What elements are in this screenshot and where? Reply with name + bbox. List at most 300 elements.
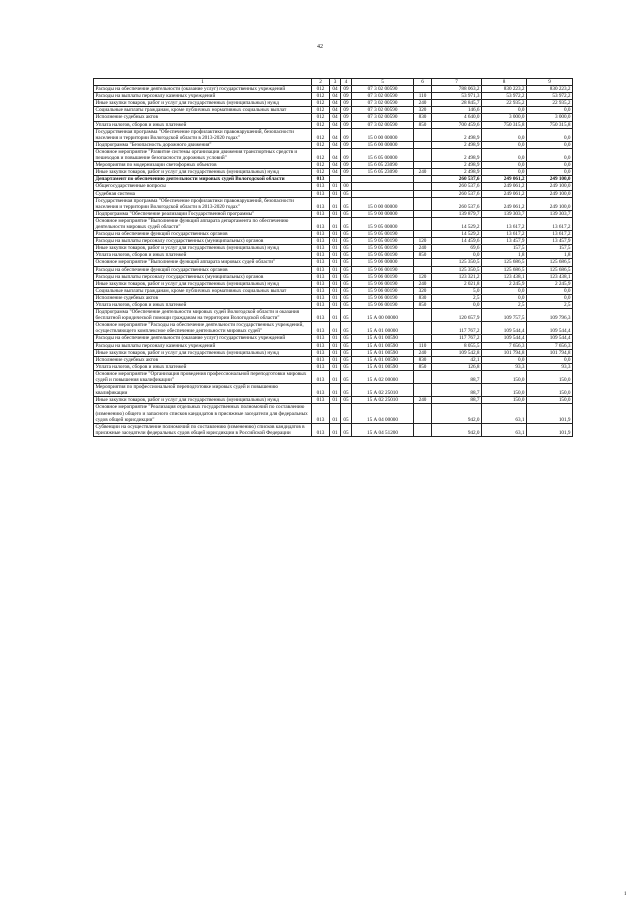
row-rz-code: 04 bbox=[330, 169, 341, 176]
row-name: Расходы на выплаты персоналу казенных учреждений bbox=[94, 93, 312, 100]
table-row bbox=[94, 294, 573, 301]
row-value-col7: 260 537,6 bbox=[432, 197, 482, 210]
row-value-col8: 1,8 bbox=[482, 252, 527, 259]
row-csr-code bbox=[352, 176, 414, 183]
table-row bbox=[94, 217, 573, 230]
row-csr-code: 15 А 02 25010 bbox=[352, 384, 414, 397]
row-value-col7: 88,7 bbox=[432, 370, 482, 383]
row-vr-code bbox=[414, 335, 432, 342]
row-csr-code: 15 6 00 00000 bbox=[352, 141, 414, 148]
row-pr-code: 05 bbox=[341, 423, 352, 436]
row-vr-code: 240 bbox=[414, 280, 432, 287]
row-value-col7: 88,7 bbox=[432, 397, 482, 404]
row-gr-code: 013 bbox=[312, 176, 330, 183]
row-name: Основное мероприятие "Расходы на обеспечение деятельности государственных учреждений, осуществляющего комплексное обеспечение деятельности мировых судей" bbox=[94, 322, 312, 335]
row-csr-code: 07 3 02 00590 bbox=[352, 107, 414, 114]
table-row bbox=[94, 302, 573, 309]
row-gr-code: 013 bbox=[312, 363, 330, 370]
row-name: Уплата налогов, сборов и иных платежей bbox=[94, 302, 312, 309]
row-pr-code: 09 bbox=[341, 128, 352, 141]
row-name: Социальные выплаты гражданам, кроме публичных нормативных социальных выплат bbox=[94, 287, 312, 294]
table-row bbox=[94, 252, 573, 259]
row-value-col9: 150,0 bbox=[527, 370, 573, 383]
row-rz-code: 04 bbox=[330, 128, 341, 141]
row-value-col7: 14 529,2 bbox=[432, 231, 482, 238]
row-rz-code: 01 bbox=[330, 266, 341, 273]
row-gr-code: 012 bbox=[312, 121, 330, 128]
row-name: Расходы на выплаты персоналу государственных (муниципальных) органов bbox=[94, 238, 312, 245]
row-pr-code: 05 bbox=[341, 397, 352, 404]
row-value-col9: 101 794,8 bbox=[527, 349, 573, 356]
row-rz-code: 01 bbox=[330, 183, 341, 190]
row-csr-code: 07 3 02 00590 bbox=[352, 93, 414, 100]
row-name: Иные закупки товаров, работ и услуг для государственных (муниципальных) нужд bbox=[94, 245, 312, 252]
row-value-col8: 93,3 bbox=[482, 363, 527, 370]
row-rz-code: 01 bbox=[330, 342, 341, 349]
table-row bbox=[94, 404, 573, 423]
table-row bbox=[94, 322, 573, 335]
row-value-col9: 150,0 bbox=[527, 397, 573, 404]
row-pr-code: 05 bbox=[341, 335, 352, 342]
row-value-col9: 13 617,2 bbox=[527, 231, 573, 238]
row-value-col9: 0,0 bbox=[527, 287, 573, 294]
row-gr-code: 013 bbox=[312, 273, 330, 280]
row-vr-code bbox=[414, 128, 432, 141]
row-rz-code: 01 bbox=[330, 397, 341, 404]
row-value-col8: 150,0 bbox=[482, 370, 527, 383]
row-value-col7: 123 321,2 bbox=[432, 273, 482, 280]
row-value-col9: 249 100,0 bbox=[527, 176, 573, 183]
row-vr-code: 240 bbox=[414, 349, 432, 356]
row-value-col9: 249 100,0 bbox=[527, 197, 573, 210]
row-rz-code: 01 bbox=[330, 349, 341, 356]
row-value-col9: 22 935,2 bbox=[527, 100, 573, 107]
table-row bbox=[94, 141, 573, 148]
row-vr-code: 240 bbox=[414, 100, 432, 107]
row-value-col8: 249 061,2 bbox=[482, 183, 527, 190]
table-row bbox=[94, 93, 573, 100]
row-value-col7: 2 498,9 bbox=[432, 148, 482, 161]
row-pr-code: 05 bbox=[341, 302, 352, 309]
row-value-col8: 157,5 bbox=[482, 245, 527, 252]
row-value-col9: 1,8 bbox=[527, 252, 573, 259]
row-csr-code: 15 А 01 00590 bbox=[352, 342, 414, 349]
row-name: Основное мероприятие "Организация проведения профессиональной переподготовки мировых судей и повышения квалификации" bbox=[94, 370, 312, 383]
row-rz-code: 01 bbox=[330, 356, 341, 363]
column-header: 5 bbox=[352, 79, 414, 86]
row-value-col9: 109 544,4 bbox=[527, 335, 573, 342]
row-value-col7: 260 537,6 bbox=[432, 183, 482, 190]
column-header: 7 bbox=[432, 79, 482, 86]
row-csr-code: 15 6 05 23090 bbox=[352, 169, 414, 176]
row-pr-code: 09 bbox=[341, 162, 352, 169]
table-row bbox=[94, 280, 573, 287]
row-rz-code: 04 bbox=[330, 121, 341, 128]
row-csr-code: 15 А 02 25010 bbox=[352, 397, 414, 404]
column-header: 2 bbox=[312, 79, 330, 86]
row-pr-code: 05 bbox=[341, 370, 352, 383]
row-name: Исполнение судебных актов bbox=[94, 294, 312, 301]
row-gr-code: 013 bbox=[312, 245, 330, 252]
footer-mark: i bbox=[624, 891, 626, 897]
table-row bbox=[94, 342, 573, 349]
row-value-col8: 249 061,2 bbox=[482, 190, 527, 197]
column-header: 6 bbox=[414, 79, 432, 86]
row-name: Уплата налогов, сборов и иных платежей bbox=[94, 252, 312, 259]
row-name: Подпрограмма "Безопасность дорожного движения" bbox=[94, 141, 312, 148]
table-row bbox=[94, 287, 573, 294]
row-value-col8: 22 935,2 bbox=[482, 100, 527, 107]
row-csr-code: 15 0 00 00000 bbox=[352, 128, 414, 141]
table-row bbox=[94, 231, 573, 238]
row-value-col8: 150,0 bbox=[482, 384, 527, 397]
row-vr-code: 850 bbox=[414, 302, 432, 309]
table-row bbox=[94, 238, 573, 245]
row-vr-code: 850 bbox=[414, 121, 432, 128]
row-csr-code: 15 9 06 00190 bbox=[352, 280, 414, 287]
row-vr-code bbox=[414, 322, 432, 335]
row-gr-code: 013 bbox=[312, 294, 330, 301]
row-pr-code: 05 bbox=[341, 404, 352, 423]
row-name: Иные закупки товаров, работ и услуг для государственных (муниципальных) нужд bbox=[94, 397, 312, 404]
row-value-col9: 249 100,0 bbox=[527, 183, 573, 190]
row-value-col7: 788 063,2 bbox=[432, 86, 482, 93]
row-value-col9: 0,0 bbox=[527, 128, 573, 141]
table-row bbox=[94, 114, 573, 121]
row-value-col8: 0,0 bbox=[482, 107, 527, 114]
row-rz-code: 01 bbox=[330, 252, 341, 259]
row-pr-code bbox=[341, 176, 352, 183]
row-value-col8: 3 000,0 bbox=[482, 114, 527, 121]
row-name: Расходы на обеспечение функций государственных органов bbox=[94, 231, 312, 238]
row-value-col8: 13 617,2 bbox=[482, 217, 527, 230]
row-value-col9: 13 617,2 bbox=[527, 217, 573, 230]
table-row bbox=[94, 148, 573, 161]
table-row bbox=[94, 309, 573, 322]
row-vr-code bbox=[414, 183, 432, 190]
row-gr-code: 013 bbox=[312, 252, 330, 259]
table-row bbox=[94, 384, 573, 397]
table-row bbox=[94, 128, 573, 141]
row-value-col7: 4 640,0 bbox=[432, 114, 482, 121]
table-row bbox=[94, 349, 573, 356]
row-csr-code: 15 9 06 00190 bbox=[352, 266, 414, 273]
row-rz-code: 01 bbox=[330, 259, 341, 266]
row-value-col7: 8 055,5 bbox=[432, 342, 482, 349]
row-csr-code: 15 9 06 00190 bbox=[352, 302, 414, 309]
row-name: Иные закупки товаров, работ и услуг для государственных (муниципальных) нужд bbox=[94, 349, 312, 356]
row-vr-code bbox=[414, 266, 432, 273]
row-value-col7: 117 767,2 bbox=[432, 322, 482, 335]
row-value-col8: 0,0 bbox=[482, 162, 527, 169]
column-header: 8 bbox=[482, 79, 527, 86]
row-pr-code: 05 bbox=[341, 252, 352, 259]
row-value-col9: 109 544,4 bbox=[527, 322, 573, 335]
column-header: 9 bbox=[527, 79, 573, 86]
row-gr-code: 013 bbox=[312, 197, 330, 210]
table-row bbox=[94, 176, 573, 183]
row-rz-code: 01 bbox=[330, 370, 341, 383]
row-value-col7: 260 537,6 bbox=[432, 190, 482, 197]
row-name: Мероприятия по модернизации светофорных объектов bbox=[94, 162, 312, 169]
table-row bbox=[94, 397, 573, 404]
row-value-col7: 0,0 bbox=[432, 302, 482, 309]
row-rz-code: 01 bbox=[330, 280, 341, 287]
row-value-col8: 0,0 bbox=[482, 169, 527, 176]
row-vr-code bbox=[414, 384, 432, 397]
row-gr-code: 013 bbox=[312, 423, 330, 436]
row-rz-code: 01 bbox=[330, 404, 341, 423]
row-csr-code: 15 9 06 00190 bbox=[352, 273, 414, 280]
row-value-col8: 7 656,3 bbox=[482, 342, 527, 349]
row-csr-code: 15 А 04 51200 bbox=[352, 423, 414, 436]
row-vr-code bbox=[414, 217, 432, 230]
row-value-col7: 14 529,2 bbox=[432, 217, 482, 230]
row-rz-code: 01 bbox=[330, 294, 341, 301]
row-value-col9: 0,0 bbox=[527, 141, 573, 148]
row-vr-code: 320 bbox=[414, 287, 432, 294]
row-value-col8: 830 223,2 bbox=[482, 86, 527, 93]
row-value-col7: 88,7 bbox=[432, 384, 482, 397]
row-vr-code: 120 bbox=[414, 238, 432, 245]
row-csr-code: 15 А 01 00590 bbox=[352, 356, 414, 363]
row-gr-code: 012 bbox=[312, 128, 330, 141]
row-value-col8: 0,0 bbox=[482, 141, 527, 148]
row-name: Мероприятия по профессиональной переподготовке мировых судей и повышению квалификации bbox=[94, 384, 312, 397]
row-csr-code: 15 А 01 00590 bbox=[352, 349, 414, 356]
row-value-col8: 109 757,5 bbox=[482, 309, 527, 322]
row-gr-code: 013 bbox=[312, 266, 330, 273]
row-vr-code bbox=[414, 423, 432, 436]
table-body bbox=[94, 86, 573, 437]
table-row bbox=[94, 183, 573, 190]
row-vr-code bbox=[414, 176, 432, 183]
row-rz-code: 01 bbox=[330, 322, 341, 335]
table-row bbox=[94, 86, 573, 93]
row-value-col9: 123 438,1 bbox=[527, 273, 573, 280]
row-name: Государственная программа "Обеспечение профилактики правонарушений, безопасности населения и территории Вологодской области в 2013-2020 годах" bbox=[94, 128, 312, 141]
row-rz-code: 04 bbox=[330, 114, 341, 121]
row-value-col7: 28 845,7 bbox=[432, 100, 482, 107]
row-value-col8: 63,1 bbox=[482, 423, 527, 436]
row-pr-code: 05 bbox=[341, 287, 352, 294]
row-value-col7: 120 657,9 bbox=[432, 309, 482, 322]
table-row bbox=[94, 356, 573, 363]
row-csr-code: 15 0 00 00000 bbox=[352, 197, 414, 210]
row-vr-code bbox=[414, 197, 432, 210]
row-value-col9: 139 303,7 bbox=[527, 210, 573, 217]
row-value-col7: 2 498,9 bbox=[432, 169, 482, 176]
row-value-col7: 942,0 bbox=[432, 404, 482, 423]
row-pr-code: 09 bbox=[341, 93, 352, 100]
row-rz-code: 01 bbox=[330, 363, 341, 370]
row-gr-code: 013 bbox=[312, 210, 330, 217]
row-pr-code: 05 bbox=[341, 349, 352, 356]
row-value-col7: 0,0 bbox=[432, 252, 482, 259]
row-pr-code: 05 bbox=[341, 190, 352, 197]
row-gr-code: 012 bbox=[312, 114, 330, 121]
row-csr-code bbox=[352, 190, 414, 197]
row-value-col7: 125 350,5 bbox=[432, 266, 482, 273]
row-pr-code: 05 bbox=[341, 322, 352, 335]
row-rz-code: 01 bbox=[330, 210, 341, 217]
row-gr-code: 013 bbox=[312, 335, 330, 342]
table-row bbox=[94, 107, 573, 114]
row-value-col9: 101,9 bbox=[527, 404, 573, 423]
row-csr-code: 15 9 05 00190 bbox=[352, 252, 414, 259]
row-csr-code: 07 3 02 00590 bbox=[352, 100, 414, 107]
row-value-col8: 109 544,4 bbox=[482, 335, 527, 342]
row-name: Основное мероприятие "Выполнение функций аппарата мировых судей области" bbox=[94, 259, 312, 266]
row-csr-code bbox=[352, 183, 414, 190]
row-value-col8: 750 315,8 bbox=[482, 121, 527, 128]
row-gr-code: 012 bbox=[312, 93, 330, 100]
row-value-col9: 2,5 bbox=[527, 302, 573, 309]
row-rz-code: 01 bbox=[330, 384, 341, 397]
row-vr-code: 240 bbox=[414, 169, 432, 176]
row-name: Расходы на выплаты персоналу государственных (муниципальных) органов bbox=[94, 273, 312, 280]
row-value-col7: 2,5 bbox=[432, 294, 482, 301]
row-value-col7: 942,0 bbox=[432, 423, 482, 436]
table-row bbox=[94, 423, 573, 436]
row-value-col9: 0,0 bbox=[527, 107, 573, 114]
row-value-col8: 53 972,2 bbox=[482, 93, 527, 100]
row-value-col9: 0,0 bbox=[527, 162, 573, 169]
row-value-col8: 0,0 bbox=[482, 287, 527, 294]
row-pr-code: 09 bbox=[341, 86, 352, 93]
row-value-col7: 117 767,2 bbox=[432, 335, 482, 342]
row-value-col8: 0,0 bbox=[482, 356, 527, 363]
row-csr-code: 07 3 02 00590 bbox=[352, 86, 414, 93]
row-csr-code: 15 9 05 00000 bbox=[352, 217, 414, 230]
row-pr-code: 05 bbox=[341, 217, 352, 230]
row-value-col9: 0,0 bbox=[527, 148, 573, 161]
row-vr-code bbox=[414, 309, 432, 322]
row-gr-code: 013 bbox=[312, 280, 330, 287]
row-vr-code bbox=[414, 190, 432, 197]
row-gr-code: 012 bbox=[312, 169, 330, 176]
table-row bbox=[94, 245, 573, 252]
row-value-col9: 0,0 bbox=[527, 294, 573, 301]
row-name: Расходы на обеспечение функций государственных органов bbox=[94, 266, 312, 273]
row-pr-code: 05 bbox=[341, 280, 352, 287]
row-vr-code: 320 bbox=[414, 107, 432, 114]
row-gr-code: 013 bbox=[312, 349, 330, 356]
row-gr-code: 013 bbox=[312, 231, 330, 238]
row-rz-code: 04 bbox=[330, 148, 341, 161]
row-value-col7: 126,8 bbox=[432, 363, 482, 370]
row-value-col9: 0,0 bbox=[527, 169, 573, 176]
row-pr-code: 05 bbox=[341, 342, 352, 349]
row-gr-code: 013 bbox=[312, 342, 330, 349]
row-vr-code: 110 bbox=[414, 342, 432, 349]
row-name: Государственная программа "Обеспечение профилактики правонарушений, безопасности населения и территории Вологодской области в 2013-2020 годах" bbox=[94, 197, 312, 210]
table-row bbox=[94, 266, 573, 273]
row-rz-code: 04 bbox=[330, 93, 341, 100]
row-rz-code bbox=[330, 176, 341, 183]
row-value-col9: 53 972,2 bbox=[527, 93, 573, 100]
row-rz-code: 04 bbox=[330, 141, 341, 148]
row-value-col8: 125 686,5 bbox=[482, 266, 527, 273]
row-name: Департамент по обеспечению деятельности мировых судей Вологодской области bbox=[94, 176, 312, 183]
row-csr-code: 15 9 05 00190 bbox=[352, 238, 414, 245]
row-csr-code: 15 6 05 23090 bbox=[352, 162, 414, 169]
row-vr-code: 240 bbox=[414, 397, 432, 404]
row-name: Расходы на выплаты персоналу казенных учреждений bbox=[94, 342, 312, 349]
row-csr-code: 15 9 05 00190 bbox=[352, 231, 414, 238]
row-rz-code: 01 bbox=[330, 287, 341, 294]
row-value-col8: 150,0 bbox=[482, 397, 527, 404]
table-row bbox=[94, 363, 573, 370]
row-gr-code: 012 bbox=[312, 86, 330, 93]
row-name: Расходы на обеспечение деятельности (оказание услуг) государственных учреждений bbox=[94, 335, 312, 342]
row-value-col9: 13 457,9 bbox=[527, 238, 573, 245]
row-gr-code: 013 bbox=[312, 287, 330, 294]
row-value-col9: 0,0 bbox=[527, 356, 573, 363]
row-csr-code: 15 9 06 00190 bbox=[352, 294, 414, 301]
row-rz-code: 01 bbox=[330, 190, 341, 197]
row-value-col7: 2 498,9 bbox=[432, 162, 482, 169]
table-row bbox=[94, 100, 573, 107]
row-csr-code: 15 9 05 00190 bbox=[352, 245, 414, 252]
row-value-col8: 2 245,9 bbox=[482, 280, 527, 287]
row-name: Расходы на обеспечение деятельности (оказание услуг) государственных учреждений bbox=[94, 86, 312, 93]
row-rz-code: 01 bbox=[330, 231, 341, 238]
row-gr-code: 013 bbox=[312, 217, 330, 230]
row-pr-code: 05 bbox=[341, 384, 352, 397]
row-gr-code: 012 bbox=[312, 100, 330, 107]
row-gr-code: 013 bbox=[312, 356, 330, 363]
row-rz-code: 01 bbox=[330, 245, 341, 252]
row-vr-code: 830 bbox=[414, 114, 432, 121]
row-gr-code: 013 bbox=[312, 384, 330, 397]
row-name: Подпрограмма "Обеспечение деятельности мировых судей Вологодской области и оказания бесплатной юридической помощи гражданам на территории Вологодской области" bbox=[94, 309, 312, 322]
row-value-col7: 5,0 bbox=[432, 287, 482, 294]
row-pr-code: 05 bbox=[341, 245, 352, 252]
row-csr-code: 15 9 06 00190 bbox=[352, 287, 414, 294]
row-gr-code: 012 bbox=[312, 141, 330, 148]
row-value-col7: 2 498,9 bbox=[432, 128, 482, 141]
row-value-col9: 150,0 bbox=[527, 384, 573, 397]
row-name: Иные закупки товаров, работ и услуг для государственных (муниципальных) нужд bbox=[94, 100, 312, 107]
row-value-col9: 249 100,0 bbox=[527, 190, 573, 197]
row-vr-code bbox=[414, 259, 432, 266]
row-csr-code: 15 9 06 00000 bbox=[352, 259, 414, 266]
row-rz-code: 01 bbox=[330, 302, 341, 309]
row-value-col8: 13 617,2 bbox=[482, 231, 527, 238]
table-row bbox=[94, 197, 573, 210]
row-value-col8: 249 061,2 bbox=[482, 176, 527, 183]
row-name: Субвенции на осуществление полномочий по составлению (изменению) списков кандидатов в присяжные заседатели федеральных судов общей юрисдикции в Российской Федерации bbox=[94, 423, 312, 436]
table-row bbox=[94, 370, 573, 383]
row-value-col7: 109 542,8 bbox=[432, 349, 482, 356]
row-csr-code: 07 3 02 00590 bbox=[352, 114, 414, 121]
row-value-col9: 3 000,0 bbox=[527, 114, 573, 121]
row-rz-code: 04 bbox=[330, 107, 341, 114]
row-rz-code: 01 bbox=[330, 273, 341, 280]
table-row bbox=[94, 162, 573, 169]
row-value-col7: 146,6 bbox=[432, 107, 482, 114]
row-value-col7: 700 459,6 bbox=[432, 121, 482, 128]
row-pr-code: 05 bbox=[341, 273, 352, 280]
table-row bbox=[94, 210, 573, 217]
row-csr-code: 07 3 02 00590 bbox=[352, 121, 414, 128]
row-pr-code: 05 bbox=[341, 363, 352, 370]
row-value-col8: 123 438,1 bbox=[482, 273, 527, 280]
row-value-col7: 139 879,7 bbox=[432, 210, 482, 217]
header-row bbox=[94, 79, 573, 86]
row-vr-code: 830 bbox=[414, 356, 432, 363]
